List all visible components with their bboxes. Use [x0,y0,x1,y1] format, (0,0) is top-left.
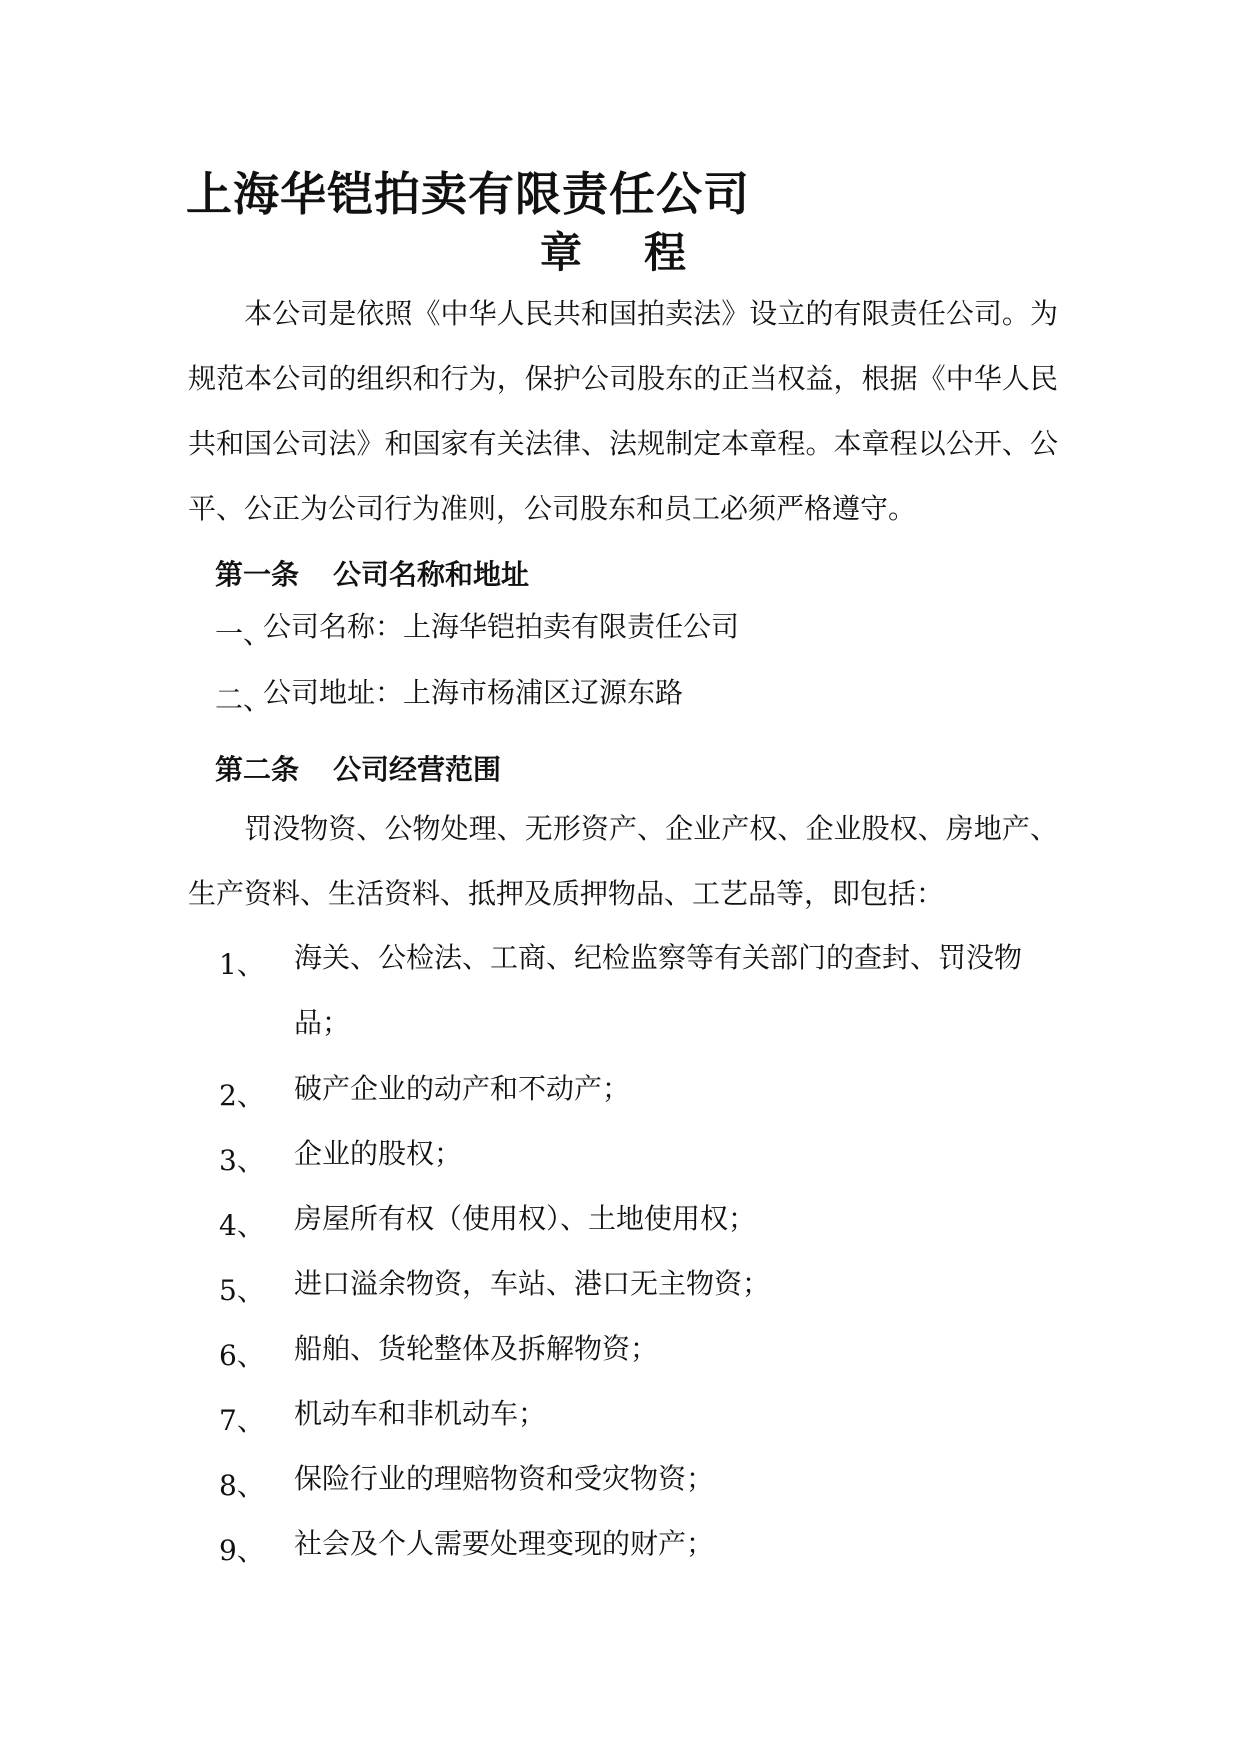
item-number: 9、 [219,1534,265,1567]
item-text: 进口溢余物资，车站、港口无主物资； [294,1267,771,1300]
item-number: 5、 [219,1274,265,1307]
scope-paragraph [188,796,1058,926]
document-title: 上海华铠拍卖有限责任公司 [186,167,750,221]
item-text: 破产企业的动产和不动产； [294,1072,631,1105]
item-text: 海关、公检法、工商、纪检监察等有关部门的查封、罚没物品； [294,941,1023,1039]
item-text: 机动车和非机动车； [294,1397,547,1430]
item-number: 8、 [219,1469,265,1502]
item-number: 3、 [219,1144,265,1177]
item-number: 6、 [219,1339,265,1372]
item-number: 1、 [219,948,265,981]
item-text: 企业的股权； [294,1137,463,1170]
document-subtitle [540,220,686,280]
item-text: 社会及个人需要处理变现的财产； [294,1527,715,1560]
item-text: 船舶、货轮整体及拆解物资； [294,1332,659,1365]
article2-title: 公司经营范围 [333,753,502,786]
scope-text: 罚没物资、公物处理、无形资产、企业产权、企业股权、房地产、生产资料、生活资料、抵押及质押物品、工艺品等，即包括： [188,812,1058,910]
intro-text: 本公司是依照《中华人民共和国拍卖法》设立的有限责任公司。为规范本公司的组织和行为，保护公司股东的正当权益，根据《中华人民共和国公司法》和国家有关法律、法规制定本章程。本章程以公开、公平、公正为公司行为准则，公司股东和员工必须严格遵守。 [188,297,1058,525]
article1-label: 第一条 [215,558,300,591]
item-text: 公司名称：上海华铠拍卖有限责任公司 [263,610,740,643]
item-number: 4、 [219,1209,265,1242]
item-number: 二、 [215,683,272,716]
article2-heading [215,748,501,788]
item-text: 房屋所有权（使用权）、土地使用权； [294,1202,757,1235]
subtitle-char-left: 章 [540,228,583,277]
article1-heading [215,553,529,593]
intro-paragraph [188,281,1058,541]
item-text: 保险行业的理赔物资和受灾物资； [294,1462,715,1495]
item-number: 2、 [219,1079,265,1112]
article2-label: 第二条 [215,753,300,786]
subtitle-char-right: 程 [644,228,687,277]
item-number: 一、 [215,617,272,650]
item-number: 7、 [219,1404,265,1437]
article1-title: 公司名称和地址 [333,558,530,591]
item-text: 公司地址：上海市杨浦区辽源东路 [263,676,684,709]
